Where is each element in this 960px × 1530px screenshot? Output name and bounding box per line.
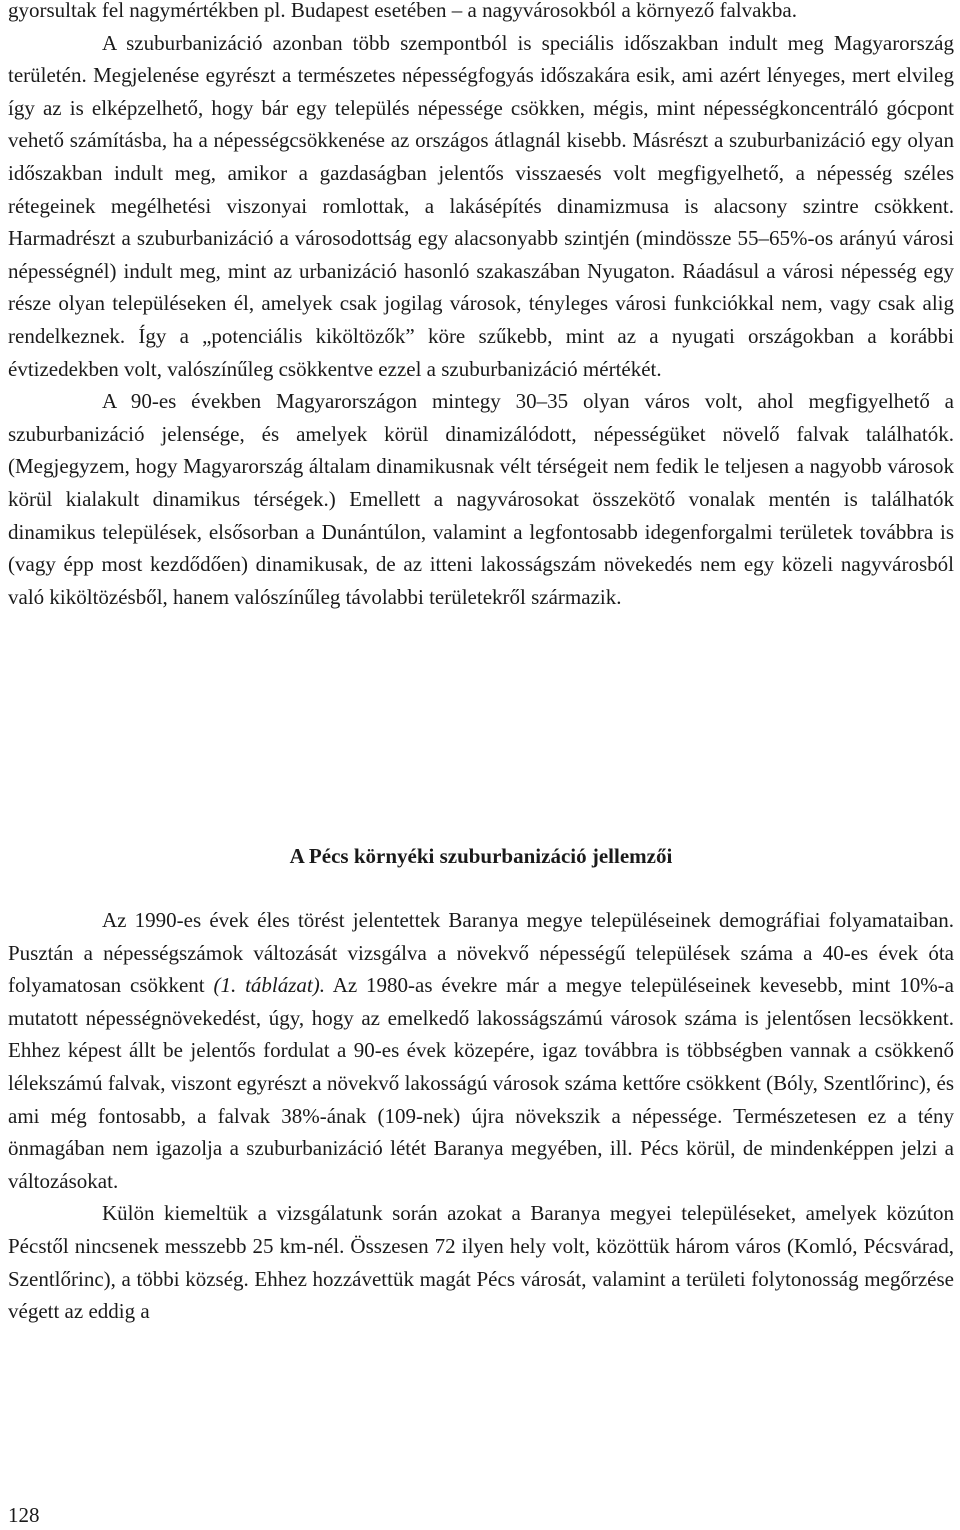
- page-number: 128: [8, 1503, 40, 1527]
- paragraph-baranya-demography: [8, 904, 954, 1197]
- paragraph-continued: gyorsultak fel nagymértékben pl. Budapest esetében – a nagyvárosokból a környező falvakba.: [8, 0, 797, 22]
- table-reference-link: (1. táblázat).: [213, 973, 325, 998]
- paragraph-text-after-ref: Az 1980-as évekre már a megye településeinek kevesebb, mint 10%-a mutatott népességnövekedést, úgy, hogy az emelkedő lakosságszámú városok száma is jelentősen lecsökkent. Ehhez képest állt be jelentős fordulat a 90-es évek közepére, igaz továbbra is többségben vannak a csökkenő lélekszámú falvak, viszont egyrészt a növekvő lakosságú városok száma kettőre csökkent (Bóly, Szentlőrinc), és ami még fontosabb, a falvak 38%-ának (109-nek) újra növekszik a népessége. Természetesen ez a tény önmagában nem igazolja a szuburbanizáció létét Baranya megyében, ill. Pécs körül, de mindenképpen jelzi a változásokat.: [8, 973, 954, 1193]
- paragraph-nineties-cities: A 90-es években Magyarországon mintegy 30–35 olyan város volt, ahol megfigyelhető a szuburbanizáció jelensége, és amelyek körül dinamizálódott, népességüket növelő falvak találhatók. (Megjegyzem, hogy Magyarország általam dinamikusnak vélt térségeit nem fedik le teljesen a nagyobb városok körül kialakult dinamikus térségek.) Emellett a nagyvárosokat összekötő vonalak mentén is találhatók dinamikus települések, elsősorban a Dunántúlon, valamint a legfontosabb idegenforgalmi területek továbbra is (vagy épp most kezdődően) dinamikusak, de az itteni lakosságszám növekedés nem egy közeli nagyvárosból való kiköltözésből, hanem valószínűleg távolabbi területekről származik.: [8, 389, 954, 609]
- body-text-lower: [8, 904, 954, 1328]
- section-heading: A Pécs környéki szuburbanizáció jellemzői: [289, 844, 673, 868]
- paragraph-selected-settlements: Külön kiemeltük a vizsgálatunk során azokat a Baranya megyei településeket, amelyek közúton Pécstől nincsenek messzebb 25 km-nél. Összesen 72 ilyen hely volt, közöttük három város (Komló, Pécsvárad, Szentlőrinc), a többi község. Ehhez hozzávettük magát Pécs városát, valamint a területi folytonosság megőrzése végett az eddig a: [8, 1201, 954, 1324]
- paragraph-suburbanization-specifics: A szuburbanizáció azonban több szempontból is speciális időszakban indult meg Magyarország területén. Megjelenése egyrészt a természetes népességfogyás időszakára esik, ami azért lényeges, mert elvileg így az is elképzelhető, hogy bár egy település népessége csökken, mégis, mint népességkoncentráló gócpont vehető számításba, ha a népességcsökkenése az országos átlagnál kisebb. Másrészt a szuburbanizáció egy olyan időszakban indult meg, amikor a gazdaságban jelentős visszaesés volt megfigyelhető, a népesség széles rétegeinek megélhetési viszonyai romlottak, a lakásépítés dinamizmusa is alacsony szintre csökkent. Harmadrészt a szuburbanizáció a városodottság egy alacsonyabb szintjén (mindössze 55–65%-os arányú városi népességnél) indult meg, mint az urbanizáció hasonló szakaszában Nyugaton. Ráadásul a városi népesség egy része olyan településeken él, amelyek csak jogilag városok, tényleges városi funkciókkal nem, vagy csak alig rendelkeznek. Így a „potenciális kiköltözők” köre szűkebb, mint az a nyugati országokban a korábbi évtizedekben volt, valószínűleg csökkentve ezzel a szuburbanizáció mértékét.: [8, 30, 954, 381]
- body-text-upper: [8, 0, 954, 613]
- paragraph-text-before-ref: Az 1990-es évek éles törést jelentettek Baranya megye településeinek demográfiai folyamataiban. Pusztán a népességszámok változását vizsgálva a növekvő népességű települések száma a 40-es évek óta folyamatosan csökkent: [8, 908, 954, 998]
